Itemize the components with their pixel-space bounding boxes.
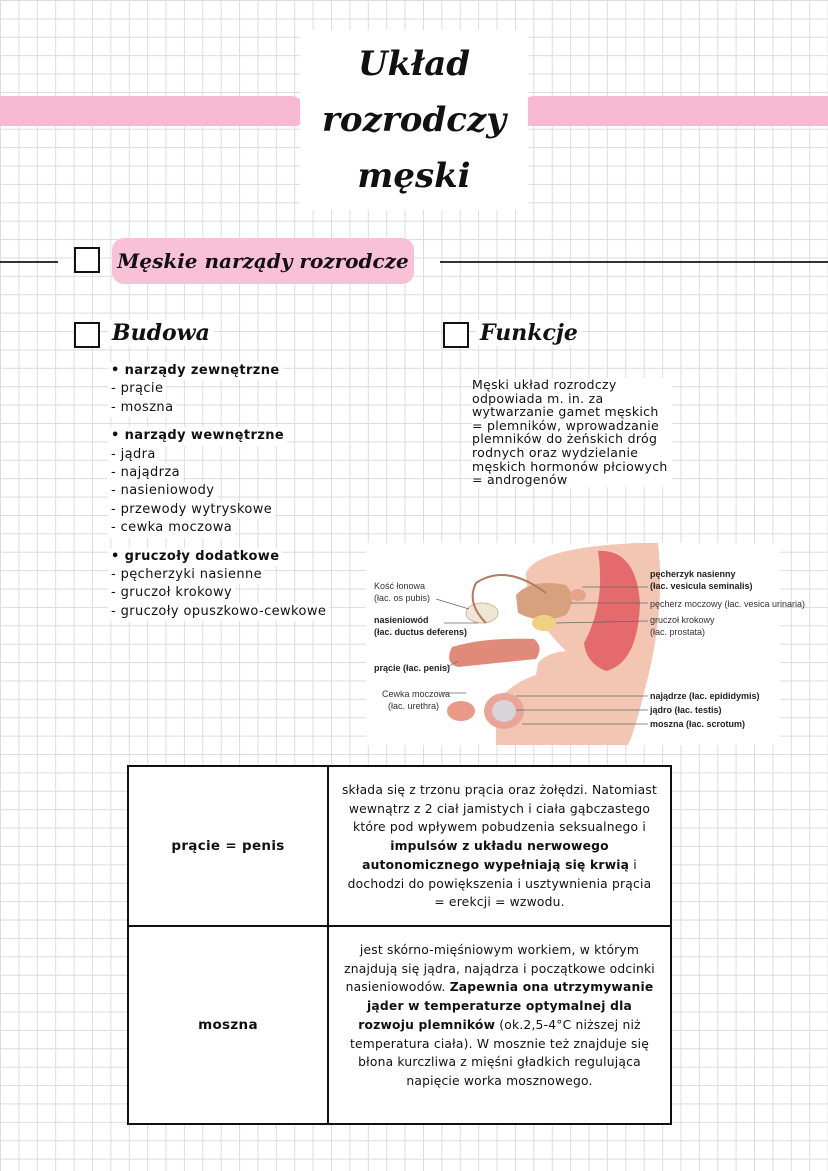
group-header: • narządy zewnętrzne — [108, 362, 283, 380]
group-external — [108, 362, 329, 417]
diagram-label: (łac. ductus deferens) — [374, 627, 468, 637]
term-cell: prącie = penis — [129, 767, 329, 925]
funkcje-checkbox[interactable] — [443, 322, 469, 348]
title-line-3: męski — [357, 156, 471, 196]
divider-right — [440, 261, 828, 263]
divider-left — [0, 261, 58, 263]
title-line-1: Układ — [357, 44, 471, 84]
list-item: - gruczoły opuszkowo-cewkowe — [108, 603, 329, 621]
seminal-vesicle-shape — [570, 589, 586, 601]
list-item: - najądrza — [108, 464, 183, 482]
title-line-2: rozrodczy — [321, 100, 507, 140]
diagram-label: moszna (łac. scrotum) — [650, 719, 746, 729]
budowa-list — [108, 362, 329, 631]
definitions-table — [127, 765, 672, 1125]
list-item: - moszna — [108, 399, 176, 417]
budowa-checkbox[interactable] — [74, 322, 100, 348]
diagram-label: (łac. os pubis) — [374, 593, 431, 603]
bladder-shape — [516, 583, 572, 620]
table-row — [129, 767, 670, 927]
prostate-shape — [532, 615, 556, 631]
funkcje-text: Męski układ rozrodczy odpowiada m. in. za wytwarzanie gamet męskich = plemników, wprowadzanie plemników do żeńskich dróg rodnych oraz wydzielanie męskich hormonów płciowych = androgenów — [472, 378, 672, 487]
diagram-label: pęcherzyk nasienny — [650, 569, 736, 579]
diagram-label: Kość łonowa — [374, 581, 426, 591]
glans-shape — [447, 701, 475, 721]
diagram-label: prącie (łac. penis) — [374, 663, 451, 673]
diagram-label: (łac. prostata) — [650, 627, 706, 637]
diagram-label: (łac. urethra) — [388, 701, 440, 711]
anatomy-diagram — [366, 543, 806, 745]
term-cell: moszna — [129, 927, 329, 1123]
list-item: - przewody wytryskowe — [108, 501, 275, 519]
group-glands — [108, 548, 329, 622]
group-header: • gruczoły dodatkowe — [108, 548, 282, 566]
description-cell: składa się z trzonu prącia oraz żołędzi. Natomiast wewnątrz z 2 ciał jamistych i ciała gąbczastego które pod wpływem pobudzenia seksualnego i impulsów z układu nerwowego autonomicznego wypełniają się krwią i dochodzi do powiększenia i usztywnienia prącia = erekcji = wzwodu. — [341, 783, 658, 910]
diagram-label: Cewka moczowa — [382, 689, 451, 699]
list-item: - cewka moczowa — [108, 519, 235, 537]
description-cell: jest skórno-mięśniowym workiem, w którym znajdują się jądra, najądrza i początkowe odcinki nasieniowodów. Zapewnia ona utrzymywanie jąder w temperaturze optymalnej dla rozwoju plemników (ok.2,5-4°C niższej niż temperatura ciała). W mosznie też znajduje się błona kurczliwa z mięśni gładkich regulująca napięcie worka mosznowego. — [344, 943, 655, 1088]
list-item: - pęcherzyki nasienne — [108, 566, 265, 584]
diagram-label: nasieniowód — [374, 615, 429, 625]
group-header: • narządy wewnętrzne — [108, 427, 287, 445]
diagram-label: gruczoł krokowy — [650, 615, 715, 625]
funkcje-heading: Funkcje — [476, 320, 582, 346]
list-item: - nasieniowody — [108, 482, 217, 500]
diagram-label: pęcherz moczowy (łac. vesica urinaria) — [650, 599, 806, 609]
page-title — [300, 30, 528, 210]
anatomy-illustration — [366, 543, 806, 745]
list-item: - gruczoł krokowy — [108, 584, 235, 602]
group-internal — [108, 427, 329, 537]
section-heading: Męskie narządy rozrodcze — [112, 238, 414, 284]
diagram-label: (łac. vesicula seminalis) — [650, 581, 753, 591]
testis-shape — [492, 700, 516, 722]
list-item: - prącie — [108, 380, 166, 398]
leader-line — [436, 599, 469, 609]
table-row — [129, 927, 670, 1123]
penis-shape — [449, 639, 539, 667]
budowa-heading: Budowa — [108, 320, 214, 346]
diagram-label: jądro (łac. testis) — [650, 705, 722, 715]
list-item: - jądra — [108, 446, 159, 464]
title-block — [0, 30, 828, 210]
diagram-label: najądrze (łac. epididymis) — [650, 691, 760, 701]
section-checkbox[interactable] — [74, 247, 100, 273]
